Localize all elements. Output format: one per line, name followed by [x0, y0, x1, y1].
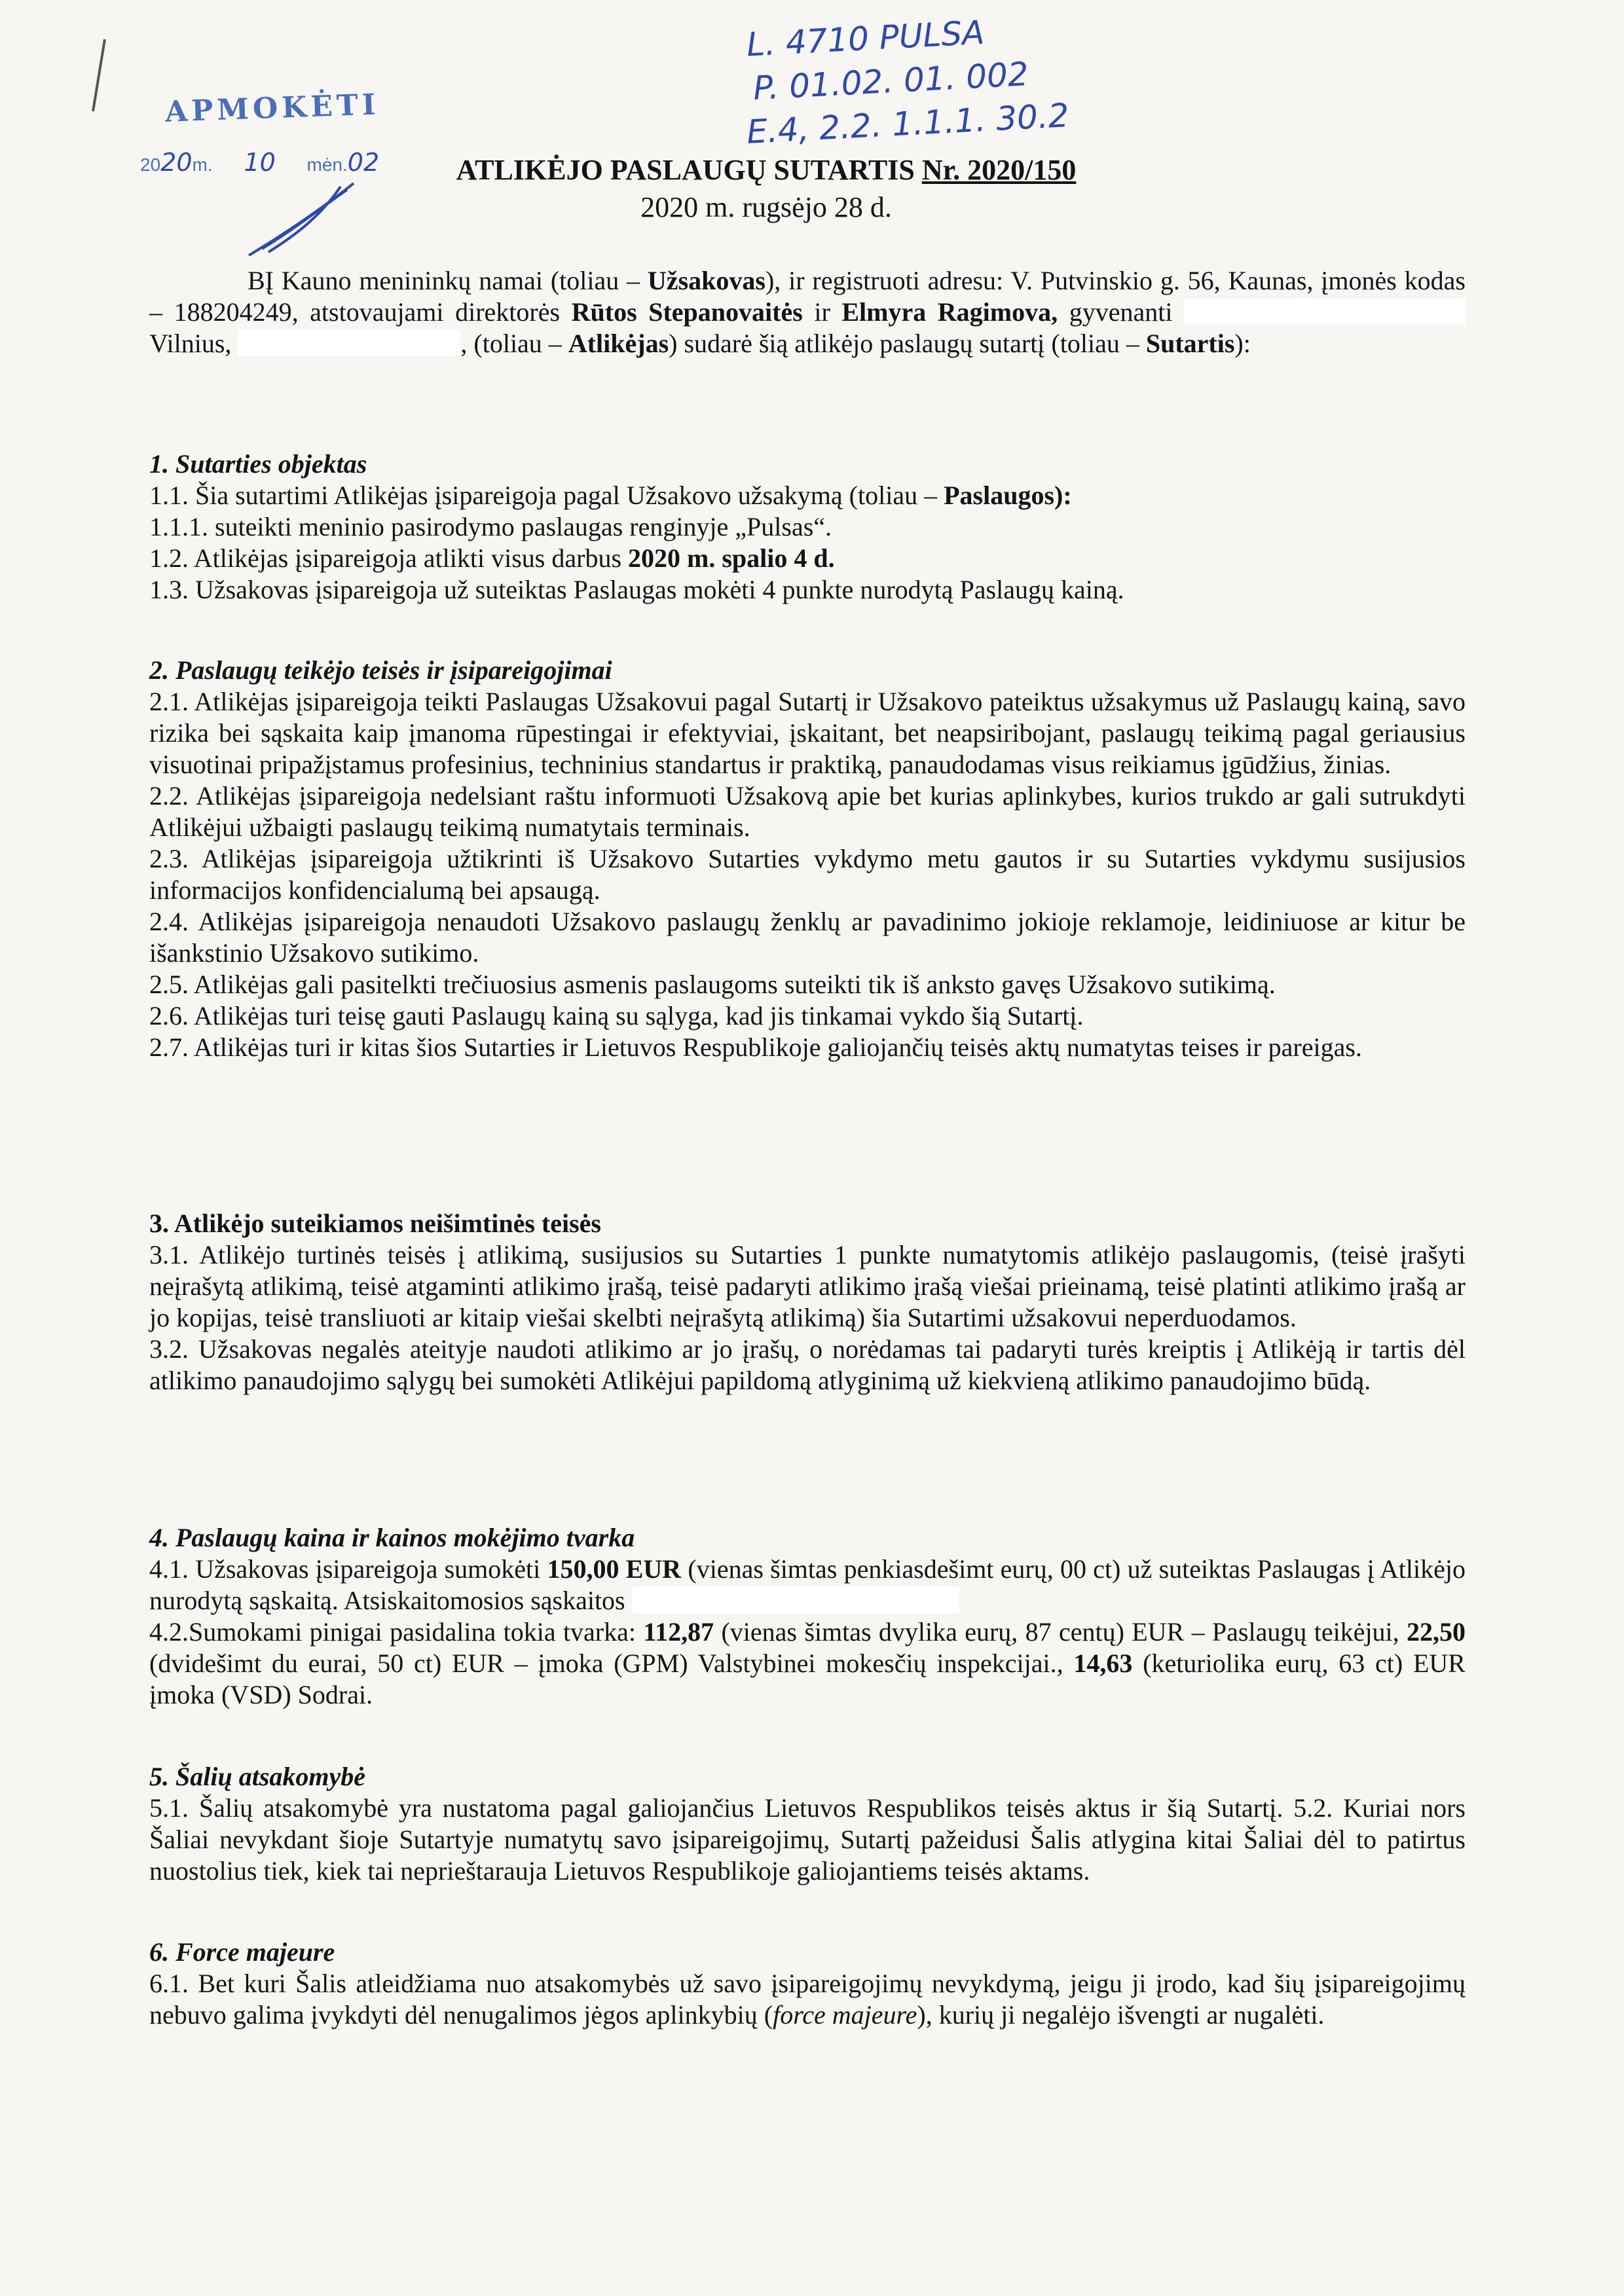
clause-4-2: [149, 1616, 1466, 1711]
clause-1-2-bold: 2020 m. spalio: [628, 543, 788, 573]
clause-4-2-text-a: 4.2.Sumokami pinigai pasidalina tokia tvarka:: [149, 1617, 644, 1647]
clause-4-1: [149, 1554, 1466, 1616]
intro-bold-2: Rūtos Stepanovaitės: [571, 297, 803, 327]
redacted-street: [238, 330, 460, 356]
intro-bold-4: Atlikėjas: [568, 329, 669, 358]
handwritten-line-3: E.4, 2.2. 1.1.1. 30.2: [745, 96, 1070, 151]
clause-1-1-text: 1.1. Šia sutartimi Atlikėjas įsipareigoja pagal Užsakovo užsakymą (toliau –: [149, 481, 944, 510]
section-3: [149, 1208, 1466, 1396]
intro-section: [149, 265, 1466, 359]
clause-5: 5.1. Šalių atsakomybė yra nustatoma pagal galiojančius Lietuvos Respublikos teisės aktus ir šią Sutartį. 5.2. Kuriai nors Šaliai nevykdant šioje Sutartyje numatytų savo įsipareigojimų, Sutartį pažeidusi Šalis atlygina kitai Šaliai dėl to patirtus nuostolius tiek, kiek tai neprieštarauja Lietuvos Respublikoje galiojantiems teisės aktams.: [149, 1793, 1466, 1886]
intro-text-3: ir: [802, 297, 842, 327]
clause-1-1-bold: Paslaugos):: [944, 481, 1072, 510]
clause-6-1-text-a: 6.1. Bet kuri Šalis atleidžiama nuo atsakomybės už savo įsipareigojimų nevykdymą, jeigu ji įrodo, kad šių įsipareigojimų nebuvo galima įvykdyti dėl nenugalimos jėgos aplinkybių (: [149, 1969, 1466, 2030]
clause-1-1: [149, 480, 1466, 511]
intro-text-7: ) sudarė šią atlikėjo paslaugų sutartį (toliau –: [669, 329, 1146, 358]
intro-bold-5: Sutartis: [1145, 329, 1235, 358]
clause-3-1: 3.1. Atlikėjo turtinės teisės į atlikimą, susijusios su Sutarties 1 punkte numatytomis atlikėjo paslaugomis, (teisė įrašyti neįrašytą atlikimą, teisė atgaminti atlikimo įrašą, teisė padaryti atlikimo įrašą viešai prieinamą, teisė platinti atlikimo įrašą ar jo kopijas, teisė transliuoti ar kitaip viešai skelbti neįrašytą atlikimą) šia Sutartimi užsakovui neperduodamos.: [149, 1240, 1466, 1332]
section-1: [149, 448, 1466, 606]
stamp-year-hand: 20: [160, 148, 193, 177]
stamp-men-label: mėn.: [306, 155, 348, 175]
clause-2-3: 2.3. Atlikėjas įsipareigoja užtikrinti iš Užsakovo Sutarties vykdymo metu gautos ir su Sutarties vykdymu susijusios informacijos konfidencialumą bei apsaugą.: [149, 844, 1466, 905]
intro-text-1: BĮ Kauno menininkų namai (toliau –: [248, 266, 648, 295]
clause-4-2-text-b: (vienas šimtas dvylika eurų, 87 centų) EUR – Paslaugų teikėjui,: [714, 1617, 1407, 1647]
clause-1-1-1: 1.1.1. suteikti meninio pasirodymo paslaugas renginyje „Pulsas“.: [149, 512, 832, 541]
clause-2-4: 2.4. Atlikėjas įsipareigoja nenaudoti Užsakovo paslaugų ženklų ar pavadinimo jokioje reklamoje, leidiniuose ar kitur be išankstinio Užsakovo sutikimo.: [149, 907, 1466, 968]
intro-bold-3: Elmyra Ragimova,: [841, 297, 1058, 327]
contract-number: Nr. 2020/150: [921, 154, 1077, 186]
clause-2-5: 2.5. Atlikėjas gali pasitelkti trečiuosius asmenis paslaugoms suteikti tik iš anksto gavęs Užsakovo sutikimą.: [149, 970, 1276, 999]
clause-3-2: 3.2. Užsakovas negalės ateityje naudoti atlikimo ar jo įrašų, o norėdamas tai padaryti turės kreiptis į Atlikėją ir tartis dėl atlikimo panaudojimo sąlygų bei sumokėti Atlikėjui papildomą atlyginimą už kiekvieną atlikimo panaudojimo būdą.: [149, 1334, 1466, 1395]
stamp-day-hand: 02: [347, 148, 380, 177]
clause-1-2-text: 1.2. Atlikėjas įsipareigoja atlikti visus darbus: [149, 543, 629, 573]
handwritten-line-1: L. 4710 PULSA: [745, 13, 986, 64]
section-2-heading: 2. Paslaugų teikėjo teisės ir įsipareigojimai: [149, 655, 612, 685]
pen-mark: [79, 33, 118, 118]
clause-1-2: [149, 543, 1466, 574]
section-4-heading: 4. Paslaugų kaina ir kainos mokėjimo tvarka: [149, 1523, 635, 1552]
section-4: [149, 1522, 1466, 1711]
clause-1-2-day: 4 d.: [787, 543, 835, 573]
intro-bold-1: Užsakovas: [647, 266, 766, 295]
clause-6-1: [149, 1968, 1466, 2031]
clause-2-7: 2.7. Atlikėjas turi ir kitas šios Sutarties ir Lietuvos Respublikoje galiojančių teisės aktų numatytas teises ir pareigas.: [149, 1032, 1362, 1062]
page-title: [308, 154, 1225, 187]
clause-4-2-amount-1: 112,87: [643, 1617, 714, 1647]
section-2: [149, 655, 1466, 1063]
intro-text-4: gyvenanti: [1058, 297, 1184, 327]
redacted-address: [1184, 299, 1466, 325]
clause-4-1-text-b: (vienas šimtas penkiasdešimt eurų, 00 ct) už suteiktas Paslaugas į Atlikėjo nurodytą sąskaitą. Atsiskaitomosios sąskaitos: [149, 1554, 1466, 1615]
clause-2-2: 2.2. Atlikėjas įsipareigoja nedelsiant raštu informuoti Užsakovą apie bet kurias aplinkybes, kurios trukdo ar gali sutrukdyti Atlikėjui užbaigti paslaugų teikimą numatytais terminais.: [149, 781, 1466, 842]
clause-4-2-text-c: (dvidešimt du eurai, 50 ct) EUR – įmoka (GPM) Valstybinei mokesčių inspekcijai.,: [149, 1649, 1074, 1678]
section-5-heading: 5. Šalių atsakomybė: [149, 1762, 366, 1791]
stamp-m-label: m.: [192, 155, 213, 175]
clause-4-1-text-a: 4.1. Užsakovas įsipareigoja sumokėti: [149, 1554, 547, 1584]
clause-4-2-amount-2: 22,50: [1407, 1617, 1466, 1647]
clause-2-1: 2.1. Atlikėjas įsipareigoja teikti Paslaugas Užsakovui pagal Sutartį ir Užsakovo pateiktus užsakymus už Paslaugų kainą, savo rizika bei sąskaita kaip įmanoma rūpestingai ir efektyviai, įskaitant, bet neapsiribojant, paslaugų teikimą pagal geriausius visuotinai pripažįstamus profesinius, techninius standartus ir praktiką, panaudodamas visus reikiamus įgūdžius, žinias.: [149, 687, 1466, 779]
intro-text-8: ):: [1234, 329, 1251, 358]
title-prefix: ATLIKĖJO PASLAUGŲ SUTARTIS: [456, 154, 922, 186]
section-5: [149, 1761, 1466, 1887]
redacted-account: [632, 1587, 959, 1613]
clause-4-2-amount-3: 14,63: [1073, 1649, 1133, 1678]
clause-1-3: 1.3. Užsakovas įsipareigoja už suteiktas Paslaugas mokėti 4 punkte nurodytą Paslaugų kainą.: [149, 575, 1124, 604]
stamp-month-hand: 10: [244, 148, 276, 177]
handwritten-line-2: P. 01.02. 01. 002: [752, 55, 1030, 107]
intro-text-2: ), ir registruoti adresu: V. Putvinskio g. 56, Kaunas, įmonės kodas – 188204249, atstovaujami direktorės: [149, 266, 1466, 327]
paid-stamp: APMOKĖTI: [164, 88, 380, 129]
section-1-heading: 1. Sutarties objektas: [149, 449, 367, 479]
clause-6-1-italic: force majeure: [773, 2000, 917, 2030]
clause-4-2-text-d: (keturiolika eurų, 63 ct) EUR įmoka (VSD) Sodrai.: [149, 1649, 1466, 1709]
intro-text-6: , (toliau –: [460, 329, 568, 358]
intro-text-5: Vilnius,: [149, 329, 238, 358]
clause-2-6: 2.6. Atlikėjas turi teisę gauti Paslaugų kainą su sąlyga, kad jis tinkamai vykdo šią Sutartį.: [149, 1001, 1084, 1030]
clause-4-1-amount: 150,00 EUR: [547, 1554, 682, 1584]
contract-date: 2020 m. rugsėjo 28 d.: [640, 191, 892, 223]
intro-paragraph: [149, 265, 1466, 359]
clause-6-1-text-b: ), kurių ji negalėjo išvengti ar nugalėti.: [917, 2000, 1325, 2030]
section-6-heading: 6. Force majeure: [149, 1937, 335, 1967]
section-3-heading: 3. Atlikėjo suteikiamos neišimtinės teisės: [149, 1209, 601, 1238]
stamp-year-label: 20: [140, 155, 161, 175]
section-6: [149, 1937, 1466, 2031]
